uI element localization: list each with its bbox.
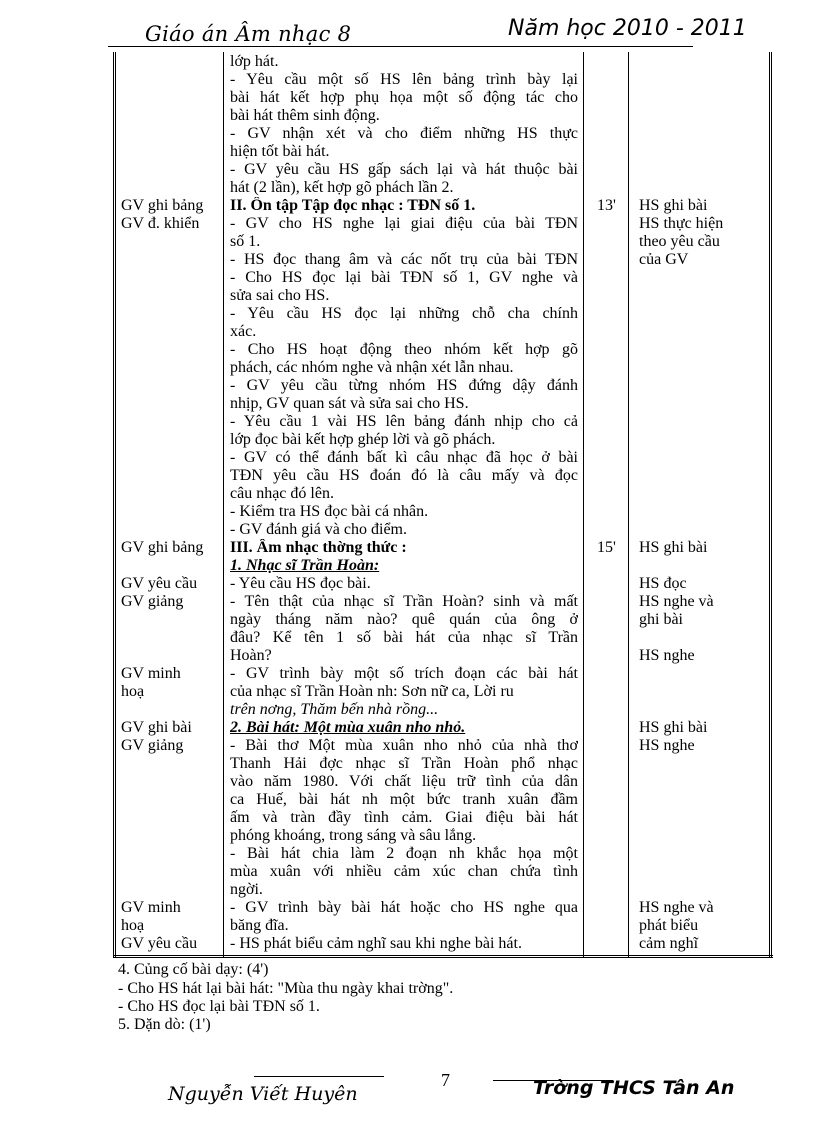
student-activity-line: HS nghe và [639,593,714,610]
content-line: - Yêu cầu 1 vài HS lên bảng đánh nhịp cho cả [230,413,578,430]
table-border-right [769,52,772,957]
student-activity-line: HS nghe và [639,899,714,916]
content-line: lớp hát. [230,53,279,70]
teacher-activity-line: hoạ [121,683,145,700]
teacher-activity-line: GV minh [121,665,181,682]
content-line: sửa sai cho HS. [230,287,330,304]
time-value: 15' [597,539,616,556]
content-line: trên nơng, Thăm bến nhà rồng... [230,701,439,718]
student-activity-column [639,53,764,953]
student-activity-line: HS nghe [639,647,695,664]
student-activity-line: HS ghi bài [639,539,708,556]
teacher-activity-line: GV ghi bài [121,719,192,736]
header-subject: Giáo án Âm nhạc 8 [145,22,352,46]
teacher-activity-line: GV giảng [121,593,184,610]
student-activity-line: HS thực hiện [639,215,724,232]
student-activity-line: HS đọc [639,575,687,592]
content-line: - Cho HS hoạt động theo nhóm kết hợp gõ [230,341,578,358]
content-line: III. Âm nhạc thờng thức : [230,539,407,556]
student-activity-line: HS ghi bài [639,197,708,214]
content-line: - Yêu cầu một số HS lên bảng trình bày lại [230,71,578,88]
student-activity-line: ghi bài [639,611,683,628]
time-column [597,53,625,953]
content-line: - Yêu cầu HS đọc lại những chỗ cha chính [230,305,578,322]
consolidation-item-2: - Cho HS đọc lại bài TĐN số 1. [118,998,320,1015]
footer-author: Nguyễn Viết Huyên [168,1083,358,1105]
student-activity-line: theo yêu cầu [639,233,720,250]
teacher-activity-line: hoạ [121,917,145,934]
content-line: phách, các nhóm nghe và nhận xét lẫn nhau. [230,359,514,376]
content-line: câu nhạc đó lên. [230,485,334,502]
page-number: 7 [441,1070,450,1090]
content-line: bài hát thêm sinh động. [230,107,380,124]
teacher-activity-line: GV giảng [121,737,184,754]
header-rule [108,46,693,47]
content-line: Thanh Hải đợc nhạc sĩ Trần Hoàn phổ nhạc [230,755,578,772]
student-activity-line: phát biểu [639,917,699,934]
content-line: hát (2 lần), kết hợp gõ phách lần 2. [230,179,454,196]
content-column [230,53,578,953]
footer-school: Trờng THCS Tân An [533,1077,735,1099]
content-line: 2. Bài hát: Một mùa xuân nho nhỏ. [230,719,466,736]
teacher-activity-line: GV ghi bảng [121,539,204,556]
content-line: của nhạc sĩ Trần Hoàn nh: Sơn nữ ca, Lời ru [230,683,514,700]
content-line: TĐN yêu cầu HS đoán đó là câu mấy và đọc [230,467,578,484]
content-line: Hoàn? [230,647,272,664]
teacher-activity-line: GV ghi bảng [121,197,204,214]
teacher-activity-column [121,53,221,953]
consolidation-item-1: - Cho HS hát lại bài hát: "Mùa thu ngày khai trờng". [118,980,454,997]
content-line: lớp đọc bài kết hợp ghép lời và gõ phách. [230,431,496,448]
content-line: - Cho HS đọc lại bài TĐN số 1, GV nghe và [230,269,578,286]
student-activity-line: HS ghi bài [639,719,708,736]
header-school-year: Năm học 2010 - 2011 [508,16,747,41]
content-line: - GV cho HS nghe lại giai điệu của bài TĐN [230,215,578,232]
content-line: băng đĩa. [230,917,289,934]
content-line: hiện tốt bài hát. [230,143,330,160]
table-border-left [113,52,116,957]
content-line: - Bài thơ Một mùa xuân nho nhỏ của nhà thơ [230,737,578,754]
student-activity-line: của GV [639,251,689,268]
student-activity-line: HS nghe [639,737,695,754]
content-line: ấm và tràn đầy tình cảm. Giai điệu bài hát [230,809,578,826]
homework-title: 5. Dặn dò: (1') [118,1016,211,1033]
teacher-activity-line: GV yêu cầu [121,575,198,592]
teacher-activity-line: GV yêu cầu [121,935,198,952]
content-line: ngày tháng năm nào? quê quán của ông ở [230,611,578,628]
time-value: 13' [597,197,616,214]
footer-rule-left [254,1076,384,1077]
content-line: - GV đánh giá và cho điểm. [230,521,407,538]
content-line: - GV yêu cầu HS gấp sách lại và hát thuộc bài [230,161,578,178]
content-line: II. Ôn tập Tập đọc nhạc : TĐN số 1. [230,197,476,214]
content-line: xác. [230,323,257,340]
content-line: - GV trình bày một số trích đoạn các bài hát [230,665,578,682]
teacher-activity-line: GV đ. khiển [121,215,200,232]
content-line: ngời. [230,881,263,898]
content-line: - GV có thể đánh bất kì câu nhạc đã học ở bài [230,449,578,466]
student-activity-line: cảm nghĩ [639,935,699,952]
table-divider-2 [583,52,584,957]
table-bottom-rule [113,955,773,958]
content-line: bài hát kết hợp phụ họa một số động tác cho [230,89,578,106]
content-line: 1. Nhạc sĩ Trần Hoàn: [230,557,380,574]
content-line: ca Huế, bài hát nh một bức tranh xuân đầm [230,791,578,808]
content-line: đâu? Kể tên 1 số bài hát của nhạc sĩ Trần [230,629,578,646]
content-line: - Yêu cầu HS đọc bài. [230,575,371,592]
consolidation-title: 4. Củng cố bài dạy: (4') [118,961,269,978]
content-line: số 1. [230,233,261,250]
content-line: - HS đọc thang âm và các nốt trụ của bài TĐN [230,251,578,268]
content-line: phóng khoáng, trong sáng và sâu lắng. [230,827,477,844]
content-line: - Bài hát chia làm 2 đoạn nh khắc họa một [230,845,578,862]
content-line: mùa xuân với nhiều cảm xúc chan chứa tình [230,863,578,880]
content-line: - GV yêu cầu từng nhóm HS đứng dậy đánh [230,377,578,394]
teacher-activity-line: GV minh [121,899,181,916]
table-divider-3 [628,52,629,957]
content-line: - HS phát biểu cảm nghĩ sau khi nghe bài hát. [230,935,522,952]
content-line: vào năm 1980. Với chất liệu trữ tình của dân [230,773,578,790]
content-line: - GV nhận xét và cho điểm những HS thực [230,125,578,142]
content-line: - Kiểm tra HS đọc bài cá nhân. [230,503,429,520]
content-line: - GV trình bày bài hát hoặc cho HS nghe qua [230,899,578,916]
content-line: - Tên thật của nhạc sĩ Trần Hoàn? sinh và mất [230,593,578,610]
table-divider-1 [223,52,224,957]
content-line: nhịp, GV quan sát và sửa sai cho HS. [230,395,469,412]
